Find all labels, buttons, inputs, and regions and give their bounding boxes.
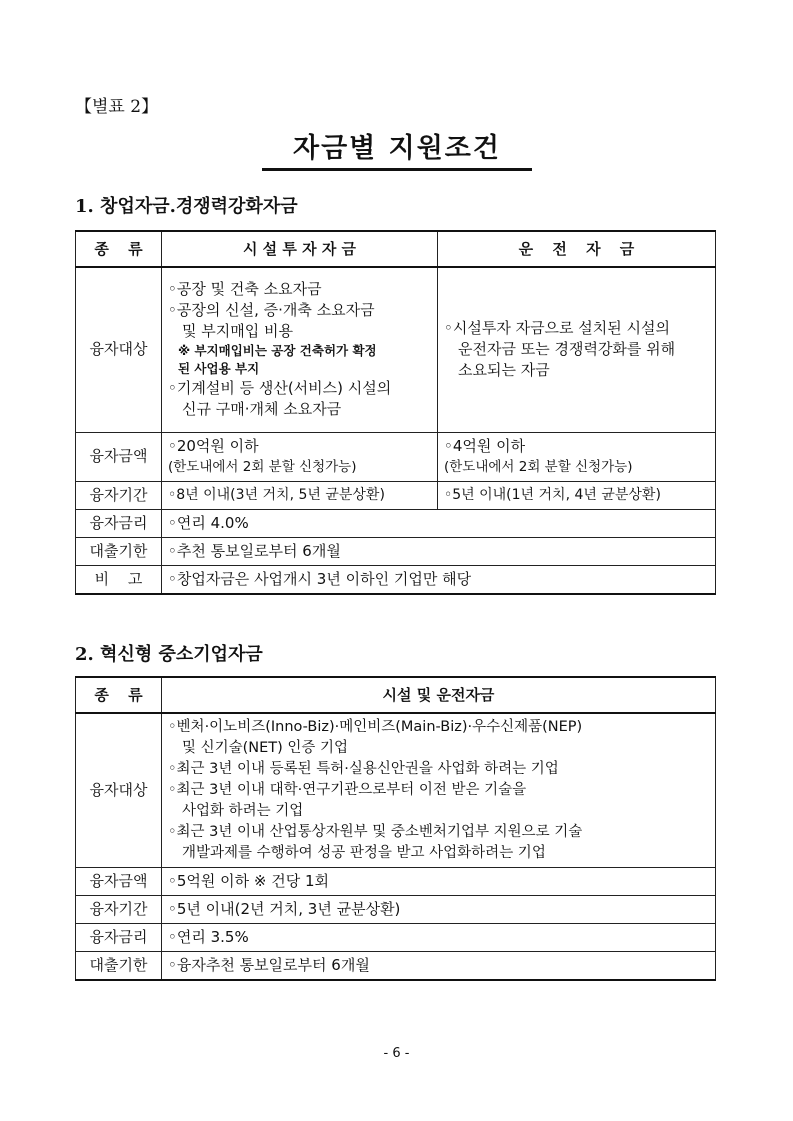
amount-value: ◦4억원 이하	[444, 436, 526, 455]
section2-table	[75, 676, 716, 981]
section1-row-deadline	[76, 537, 716, 565]
row-label-amount: 융자금액	[76, 432, 162, 481]
section1-row-rate	[76, 509, 716, 537]
list-item: ◦공장의 신설, 증·개축 소요자금	[168, 301, 375, 320]
operating-period-cell: ◦5년 이내(1년 거치, 4년 균분상환)	[438, 481, 716, 509]
amount-value: ◦20억원 이하	[168, 436, 259, 455]
section1-row-period	[76, 481, 716, 509]
section2-header-row	[76, 677, 716, 713]
row-label-rate: 융자금리	[76, 924, 162, 952]
row-label-period: 융자기간	[76, 481, 162, 509]
section2-row-deadline	[76, 952, 716, 981]
target-cell	[162, 713, 716, 868]
header-operating: 운 전 자 금	[438, 231, 716, 267]
operating-amount-cell	[438, 432, 716, 481]
list-item: ◦시설투자 자금으로 설치된 시설의	[444, 319, 671, 338]
page-title: 자금별 지원조건	[262, 126, 532, 171]
annex-label: 【별표 2】	[75, 97, 159, 117]
note-text: 된 사업용 부지	[178, 361, 260, 377]
deadline-value: ◦융자추천 통보일로부터 6개월	[162, 952, 716, 981]
row-label-deadline: 대출기한	[76, 952, 162, 981]
facility-amount-cell	[162, 432, 438, 481]
section1-row-remark	[76, 565, 716, 594]
section2-title: 2. 혁신형 중소기업자금	[75, 644, 263, 665]
row-label-remark: 비 고	[76, 565, 162, 594]
header-content: 시설 및 운전자금	[162, 677, 716, 713]
operating-target-cell	[438, 267, 716, 432]
section2-row-amount	[76, 868, 716, 896]
section2-row-rate	[76, 924, 716, 952]
list-item: 운전자금 또는 경쟁력강화를 위해	[458, 340, 676, 359]
list-item: ◦공장 및 건축 소요자금	[168, 280, 322, 299]
list-item: ◦최근 3년 이내 산업통상자원부 및 중소벤처기업부 지원으로 기술	[168, 824, 583, 840]
period-value: ◦5년 이내(2년 거치, 3년 균분상환)	[162, 896, 716, 924]
amount-note: (한도내에서 2회 분할 신청가능)	[444, 458, 633, 475]
list-item: ◦벤처·이노비즈(Inno-Biz)·메인비즈(Main-Biz)·우수신제품(NEP)	[168, 719, 583, 735]
deadline-value: ◦추천 통보일로부터 6개월	[162, 537, 716, 565]
list-item: 소요되는 자금	[458, 361, 550, 380]
amount-note: (한도내에서 2회 분할 신청가능)	[168, 458, 357, 475]
list-item: 및 부지매입 비용	[182, 322, 293, 341]
section2-row-target	[76, 713, 716, 868]
remark-value: ◦창업자금은 사업개시 3년 이하인 기업만 해당	[162, 565, 716, 594]
facility-target-cell	[162, 267, 438, 432]
list-item: 개발과제를 수행하여 성공 판정을 받고 사업화하려는 기업	[182, 845, 546, 861]
section1-title: 1. 창업자금.경쟁력강화자금	[75, 196, 298, 217]
list-item: ◦기계설비 등 생산(서비스) 시설의	[168, 379, 392, 398]
row-label-target: 융자대상	[76, 267, 162, 432]
section1-row-target	[76, 267, 716, 432]
section1-header-row	[76, 231, 716, 267]
row-label-amount: 융자금액	[76, 868, 162, 896]
header-type: 종 류	[76, 677, 162, 713]
section1-table	[75, 230, 716, 595]
header-facility: 시 설 투 자 자 금	[162, 231, 438, 267]
list-item: 사업화 하려는 기업	[182, 803, 304, 819]
list-item: ◦최근 3년 이내 대학·연구기관으로부터 이전 받은 기술을	[168, 782, 527, 798]
note-text: ※ 부지매입비는 공장 건축허가 확정	[178, 343, 377, 359]
section1-row-amount	[76, 432, 716, 481]
rate-value: ◦연리 4.0%	[162, 509, 716, 537]
amount-value: ◦5억원 이하 ※ 건당 1회	[162, 868, 716, 896]
title-wrap	[262, 126, 532, 171]
list-item: 신규 구매·개체 소요자금	[182, 400, 342, 419]
row-label-deadline: 대출기한	[76, 537, 162, 565]
row-label-target: 융자대상	[76, 713, 162, 868]
rate-value: ◦연리 3.5%	[162, 924, 716, 952]
row-label-rate: 융자금리	[76, 509, 162, 537]
section2-row-period	[76, 896, 716, 924]
row-label-period: 융자기간	[76, 896, 162, 924]
list-item: 및 신기술(NET) 인증 기업	[182, 740, 349, 756]
list-item: ◦최근 3년 이내 등록된 특허·실용신안권을 사업화 하려는 기업	[168, 761, 559, 777]
header-type: 종 류	[76, 231, 162, 267]
page-number: - 6 -	[383, 1046, 410, 1061]
facility-period-cell: ◦8년 이내(3년 거치, 5년 균분상환)	[162, 481, 438, 509]
